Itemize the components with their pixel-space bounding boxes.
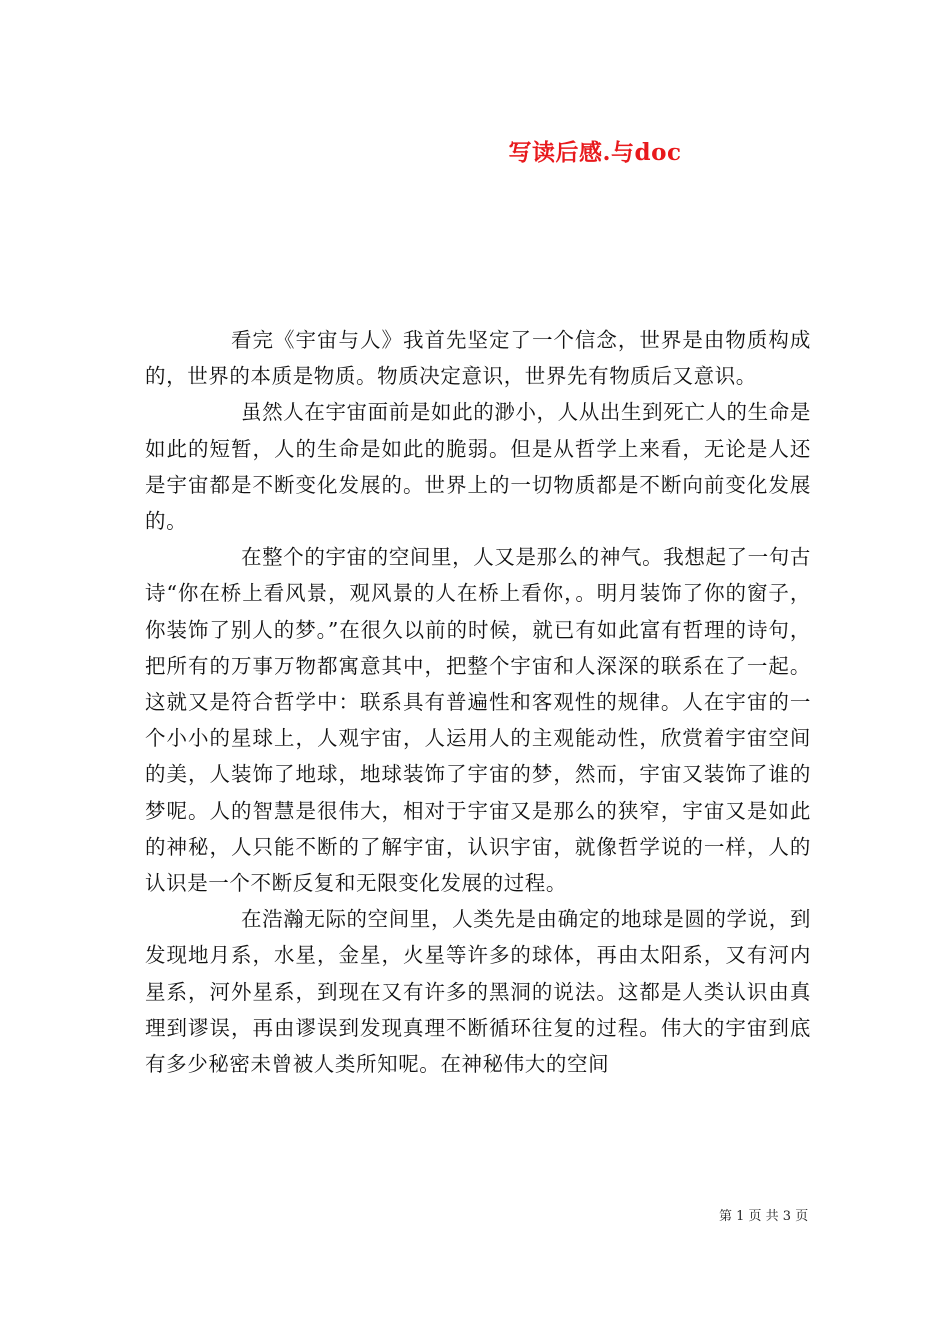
page-number-footer: 第 1 页 共 3 页: [719, 1209, 809, 1224]
paragraph-1: 看完《宇宙与人》我首先坚定了一个信念，世界是由物质构成的，世界的本质是物质。物质决定意识，世界先有物质后又意识。: [145, 328, 811, 389]
paragraph-4: 在浩瀚无际的空间里，人类先是由确定的地球是圆的学说，到发现地月系，水星，金星，火星等许多的球体，再由太阳系，又有河内星系，河外星系，到现在又有许多的黑洞的说法。这都是人类认识由真理到谬误，再由谬误到发现真理不断循环往复的过程。伟大的宇宙到底有多少秘密未曾被人类所知呢。在神秘伟大的空间: [145, 907, 811, 1077]
document-title: 写读后感.与doc: [508, 139, 682, 166]
paragraph-3: 在整个的宇宙的空间里，人又是那么的神气。我想起了一句古诗“你在桥上看风景，观风景的人在桥上看你，。明月装饰了你的窗子，你装饰了别人的梦。”在很久以前的时候，就已有如此富有哲理的诗句，把所有的万事万物都寓意其中，把整个宇宙和人深深的联系在了一起。这就又是符合哲学中：联系具有普遍性和客观性的规律。人在宇宙的一个小小的星球上，人观宇宙，人运用人的主观能动性，欣赏着宇宙空间的美，人装饰了地球，地球装饰了宇宙的梦，然而，宇宙又装饰了谁的梦呢。人的智慧是很伟大，相对于宇宙又是那么的狭窄，宇宙又是如此的神秘，人只能不断的了解宇宙，认识宇宙，就像哲学说的一样，人的认识是一个不断反复和无限变化发展的过程。: [145, 545, 811, 896]
document-body: [145, 322, 811, 1082]
paragraph-2: 虽然人在宇宙面前是如此的渺小，人从出生到死亡人的生命是如此的短暂，人的生命是如此的脆弱。但是从哲学上来看，无论是人还是宇宙都是不断变化发展的。世界上的一切物质都是不断向前变化发展的。: [145, 400, 811, 534]
